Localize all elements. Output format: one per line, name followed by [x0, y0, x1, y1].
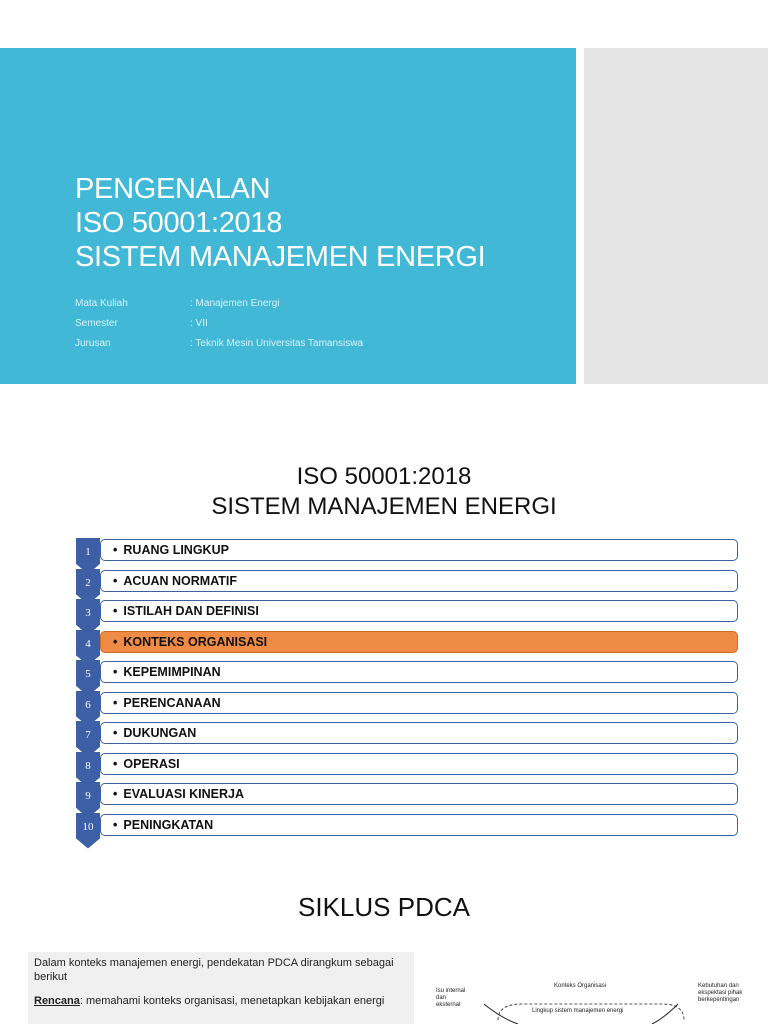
- internal-external-issues-label: Isu internal dan eksternal: [436, 988, 466, 1008]
- bullet-icon: •: [113, 634, 118, 649]
- course-info-value: : Teknik Mesin Universitas Tamansiswa: [190, 338, 364, 349]
- pdca-slide-title: SIKLUS PDCA: [298, 892, 470, 922]
- clause-label-group: [113, 635, 267, 649]
- clause-item: [76, 538, 740, 564]
- clause-label-group: [113, 696, 221, 710]
- clause-item: [76, 630, 740, 656]
- course-info-row: [75, 334, 364, 354]
- bullet-icon: •: [113, 543, 118, 557]
- course-info-value: : VII: [190, 318, 208, 329]
- title-line-1: PENGENALAN: [75, 173, 271, 205]
- clause-label-group: [113, 818, 213, 832]
- clause-bar: [100, 722, 738, 744]
- title-slide-side-panel: [584, 48, 768, 384]
- clauses-slide-title: [0, 462, 768, 522]
- clause-label: KEPEMIMPINAN: [123, 665, 221, 679]
- title-line-2: ISO 50001:2018: [75, 207, 283, 239]
- course-info-label: Semester: [75, 318, 118, 329]
- clause-label-group: [113, 574, 237, 588]
- clause-bar: [100, 783, 738, 805]
- bullet-icon: •: [113, 573, 118, 588]
- organization-context-label: Konteks Organisasi: [554, 983, 607, 989]
- context-diagram: [426, 976, 768, 1024]
- clause-bar: [100, 570, 738, 592]
- clause-number: 5: [85, 668, 91, 680]
- clause-number: 10: [82, 820, 94, 833]
- bullet-icon: •: [113, 726, 118, 740]
- stakeholder-needs-label: Kebutuhan dan ekspektasi pihak berkepentingan: [698, 983, 743, 1003]
- course-info-row: [75, 314, 208, 334]
- clause-number: 4: [85, 637, 91, 650]
- title-line-3: SISTEM MANAJEMEN ENERGI: [75, 241, 486, 273]
- rencana-text: : memahami konteks organisasi, menetapkan kebijakan energi: [79, 995, 385, 1007]
- clause-bar-highlighted: [100, 631, 738, 653]
- clause-bar: [100, 539, 738, 561]
- clause-bar: [100, 661, 738, 683]
- clause-label: PERENCANAAN: [123, 695, 221, 710]
- title-slide-heading: [75, 172, 485, 274]
- clause-bar: [100, 692, 738, 714]
- clause-label: PENINGKATAN: [123, 817, 214, 832]
- clause-item: [76, 721, 740, 747]
- clause-item: [76, 599, 740, 625]
- clause-number: 9: [85, 790, 91, 802]
- bullet-icon: •: [113, 787, 118, 801]
- bullet-icon: •: [113, 665, 118, 679]
- clauses-title-line-2: SISTEM MANAJEMEN ENERGI: [211, 493, 557, 520]
- clause-label: DUKUNGAN: [123, 726, 197, 740]
- clause-number: 8: [85, 759, 91, 772]
- bullet-icon: •: [113, 604, 118, 618]
- clause-label-group: [113, 726, 196, 740]
- clause-bar: [100, 814, 738, 836]
- course-info-label: Mata Kuliah: [75, 298, 128, 309]
- bullet-icon: •: [113, 756, 118, 771]
- clause-label-group: [113, 665, 221, 679]
- clause-number: 6: [85, 698, 91, 711]
- enms-scope-label: Lingkup sistem manajemen energi: [532, 1008, 624, 1014]
- clause-item: [76, 752, 740, 778]
- clause-label: KONTEKS ORGANISASI: [123, 634, 268, 649]
- clause-label-group: [113, 604, 259, 618]
- course-info: [75, 294, 364, 354]
- clause-label: OPERASI: [123, 756, 180, 771]
- rencana-keyword: Rencana: [34, 995, 80, 1007]
- clause-number: 7: [85, 729, 91, 741]
- clause-number: 1: [85, 546, 91, 558]
- clause-item: [76, 691, 740, 717]
- course-info-value: : Manajemen Energi: [190, 298, 280, 309]
- clause-bar: [100, 753, 738, 775]
- clauses-title-line-1: ISO 50001:2018: [296, 463, 472, 490]
- bullet-icon: •: [113, 695, 118, 710]
- clause-item: [76, 569, 740, 595]
- clause-bar: [100, 600, 738, 622]
- pdca-text-box: [28, 952, 414, 1024]
- pdca-intro: Dalam konteks manajemen energi, pendekatan PDCA dirangkum sebagai berikut: [34, 957, 394, 983]
- bullet-icon: •: [113, 817, 118, 832]
- clause-label: ISTILAH DAN DEFINISI: [123, 604, 259, 618]
- clause-label-group: [113, 757, 180, 771]
- course-info-row: [75, 294, 280, 314]
- pdca-rencana-paragraph: [34, 994, 408, 1008]
- clause-label: EVALUASI KINERJA: [123, 787, 245, 801]
- clause-label-group: [113, 543, 229, 557]
- clause-label: RUANG LINGKUP: [123, 543, 229, 557]
- clause-label-group: [113, 787, 244, 801]
- clause-item: [76, 813, 740, 839]
- clause-item: [76, 660, 740, 686]
- clause-number: 2: [85, 576, 91, 589]
- clause-label: ACUAN NORMATIF: [123, 573, 238, 588]
- clause-number: 3: [85, 607, 91, 619]
- clause-item: [76, 782, 740, 808]
- course-info-label: Jurusan: [75, 338, 111, 349]
